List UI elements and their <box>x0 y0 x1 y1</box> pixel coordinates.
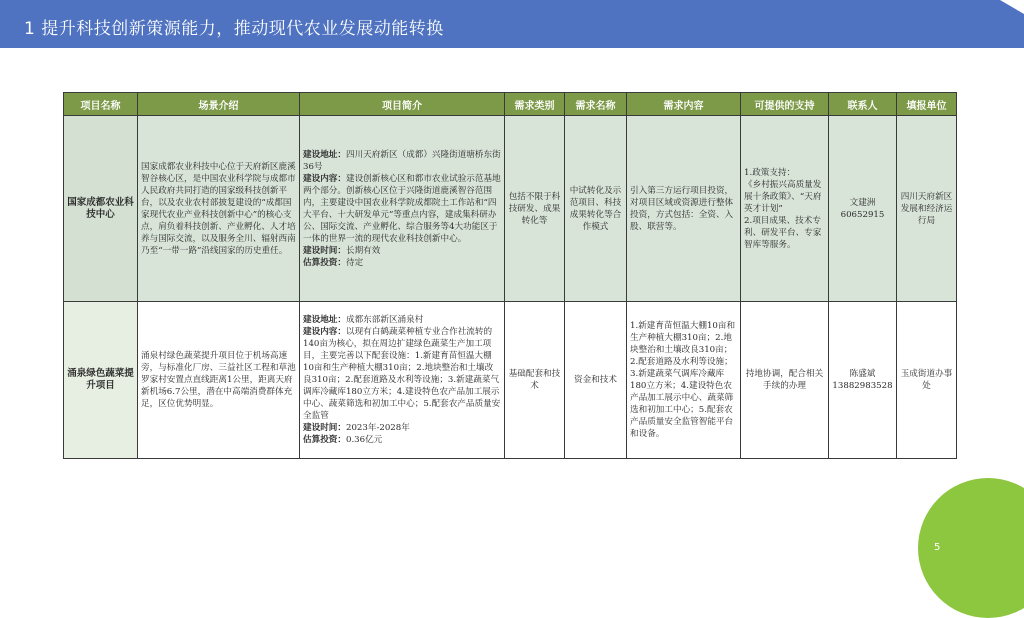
header-contact: 联系人 <box>829 93 897 116</box>
intro-cell <box>300 302 505 459</box>
header-support: 可提供的支持 <box>741 93 829 116</box>
category-cell: 基础配套和技术 <box>505 302 565 459</box>
invest-label: 估算投资： <box>303 257 346 268</box>
header-category: 需求类别 <box>505 93 565 116</box>
header-unit: 填报单位 <box>897 93 957 116</box>
project-table-container <box>63 92 956 457</box>
support-line: 2.项目成果、技术专利、研发平台、专家智库等服务。 <box>744 215 822 250</box>
header-scene: 场景介绍 <box>138 93 300 116</box>
project-table <box>63 92 957 459</box>
invest-value: 待定 <box>345 257 364 268</box>
scene-cell: 国家成都农业科技中心位于天府新区鹿溪智谷核心区，是中国农业科学院与成都市人民政府共同打造的国家级科技创新平台，以及农业农村部披复建设的“成都国家现代农业产业科技创新中心”的核心支点，肩负着科技创新、产业孵化、人才培养与国际交流，以及服务全川、辐射西南乃至“一带一路”沿线国家的历史重任。 <box>138 116 300 302</box>
content-value: 以现有白鹤蔬菜种植专业合作社流转的140亩为核心，拟在周边扩建绿色蔬菜生产加工项目，主要完善以下配套设施：1.新建育苗恒温大棚10亩和生产种植大棚310亩；2.地块整治和土壤改良310亩；2.配套道路及水利等设施；3.新建蔬菜气调库冷藏库180立方米；4.建设特色农产品加工展示中心、蔬菜筛选和初加工中心；5.配套农产品质量安全监管 <box>303 327 501 421</box>
addr-value: 成都东部新区涌泉村 <box>345 315 424 325</box>
contact-name: 陈盛斌 <box>849 369 876 379</box>
support-line: 持地协调，配合相关手续的办理 <box>745 369 824 391</box>
invest-value: 0.36亿元 <box>345 435 383 445</box>
project-name-cell: 涌泉绿色蔬菜提升项目 <box>64 302 138 459</box>
contact-phone: 60652915 <box>840 209 885 220</box>
header-project-name: 项目名称 <box>64 93 138 116</box>
table-row <box>64 302 957 459</box>
contact-phone: 13882983528 <box>832 381 893 391</box>
time-label: 建设时间： <box>303 245 346 256</box>
contact-cell <box>829 116 897 302</box>
unit-cell: 四川天府新区发展和经济运行局 <box>897 116 957 302</box>
time-label: 建设时间： <box>303 423 346 433</box>
project-name-cell: 国家成都农业科技中心 <box>64 116 138 302</box>
table-header-row <box>64 93 957 116</box>
content-value: 建设创新核心区和都市农业试验示范基地两个部分。创新核心区位于兴隆街道鹿溪智谷范围内，主要建设中国农业科学院成都院土工作站和“四大平台、十大研发单元”等重点内容，建成集科研办公、国际交流、产业孵化、综合服务等4大功能区于一体的世界一流的现代农业科技创新中心。 <box>303 173 501 244</box>
header-intro: 项目简介 <box>300 93 505 116</box>
header-demand-content: 需求内容 <box>627 93 741 116</box>
page-title: 1 提升科技创新策源能力，推动现代农业发展动能转换 <box>24 19 444 39</box>
demand-name-cell: 中试转化及示范项目、科技成果转化等合作模式 <box>565 116 627 302</box>
category-cell: 包括不限于科技研发、成果转化等 <box>505 116 565 302</box>
contact-name: 文建洲 <box>849 197 876 208</box>
scene-cell: 涌泉村绿色蔬菜提升项目位于机场高速旁，与标准化厂房、三益社区工程和草池罗家村安置点直线距离1公里，距离天府新机场6.7公里，潜在中高端消费群体充足，区位优势明显。 <box>138 302 300 459</box>
support-line: 1.政策支持： <box>744 167 796 178</box>
support-cell <box>741 116 829 302</box>
page-number: 5 <box>934 542 941 553</box>
table-row <box>64 116 957 302</box>
unit-cell: 玉成街道办事处 <box>897 302 957 459</box>
content-label: 建设内容： <box>303 327 346 337</box>
addr-label: 建设地址： <box>303 315 346 325</box>
demand-name-cell: 资金和技术 <box>565 302 627 459</box>
content-label: 建设内容： <box>303 173 346 184</box>
time-value: 长期有效 <box>345 245 381 256</box>
time-value: 2023年-2028年 <box>345 423 410 433</box>
contact-cell <box>829 302 897 459</box>
addr-label: 建设地址： <box>303 149 346 160</box>
support-line: 《乡村振兴高质量发展十条政策》、“天府英才计划” <box>744 179 822 214</box>
invest-label: 估算投资： <box>303 435 346 445</box>
demand-content-cell: 1.新建育苗恒温大棚10亩和生产种植大棚310亩；2.地块整治和土壤改良310亩；2.配套道路及水利等设施；3.新建蔬菜气调库冷藏库180立方米；4.建设特色农产品加工展示中心、蔬菜筛选和初加工中心；5.配套农产品质量安全监管智能平台和设备。 <box>627 302 741 459</box>
header-demand-name: 需求名称 <box>565 93 627 116</box>
support-cell <box>741 302 829 459</box>
addr-value: 四川天府新区（成都）兴隆街道塘桥东街36号 <box>303 149 501 172</box>
intro-cell <box>300 116 505 302</box>
demand-content-cell: 引入第三方运行项目投资，对项目区域或资源进行整体投资，方式包括：全资、入股、联营等。 <box>627 116 741 302</box>
